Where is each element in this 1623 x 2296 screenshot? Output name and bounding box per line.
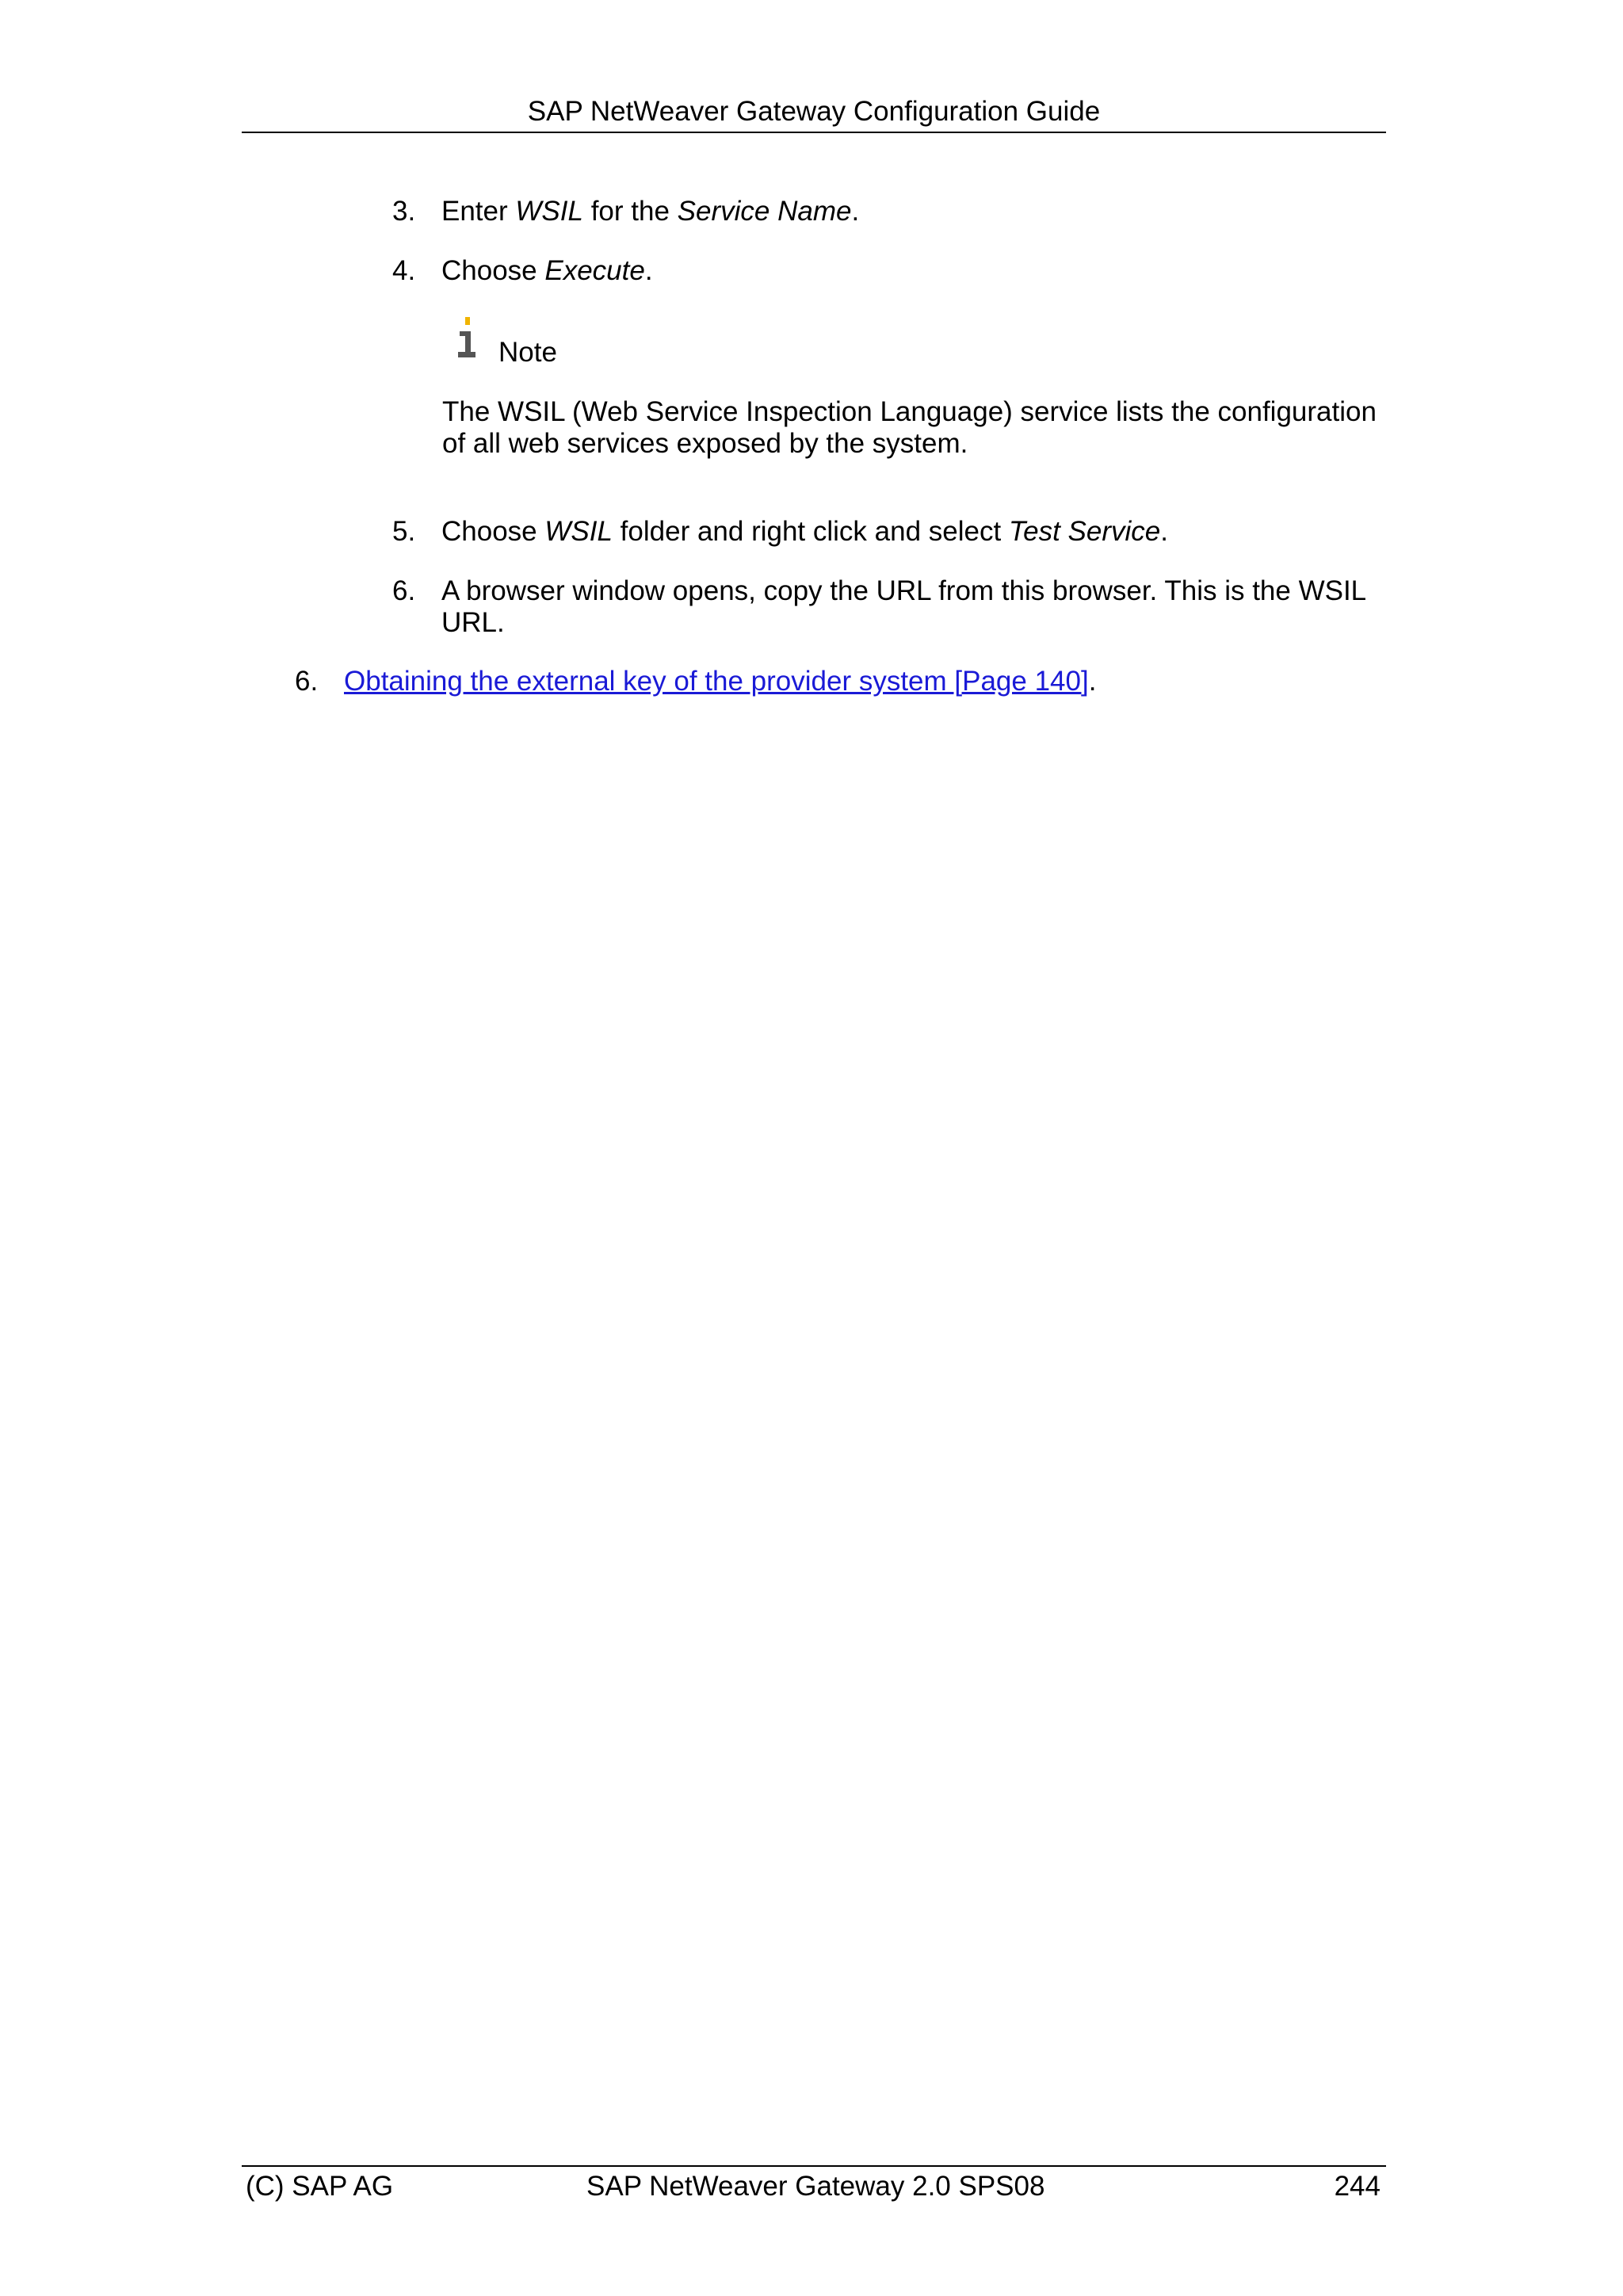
info-icon	[458, 317, 477, 360]
step-text-part: folder and right click and select	[612, 516, 1009, 547]
step-text-part: Choose	[441, 255, 545, 286]
note-label: Note	[498, 337, 557, 368]
step-text-part: Enter	[441, 196, 516, 227]
ui-term: Service Name	[677, 196, 852, 227]
step-number: 6.	[295, 666, 319, 697]
footer-product: SAP NetWeaver Gateway 2.0 SPS08	[586, 2171, 1045, 2202]
step-text	[441, 516, 1369, 548]
step-text	[441, 255, 1369, 287]
step-text-part: .	[851, 196, 860, 227]
page-header-title: SAP NetWeaver Gateway Configuration Guide	[527, 96, 1101, 127]
footer-rule	[242, 2165, 1386, 2167]
note-header	[442, 317, 759, 368]
step-text-part: .	[644, 255, 653, 286]
ui-term: WSIL	[544, 516, 613, 547]
step-text	[441, 196, 1369, 227]
step-text-part: for the	[582, 196, 678, 227]
step-text-part: .	[1088, 666, 1097, 697]
step-text: A browser window opens, copy the URL from this browser. This is the WSIL URL.	[441, 575, 1365, 638]
step-number: 4.	[392, 255, 416, 286]
step-text-part: .	[1160, 516, 1168, 547]
note-text: The WSIL (Web Service Inspection Language) service lists the configuration of all web services exposed by the system.	[442, 396, 1377, 459]
step-text	[344, 666, 1271, 697]
step-number: 5.	[392, 516, 416, 547]
header-rule	[242, 132, 1386, 133]
footer-copyright: (C) SAP AG	[246, 2171, 394, 2202]
step-text-part: Choose	[441, 516, 545, 547]
ui-term: Execute	[544, 255, 645, 286]
step-number: 3.	[392, 196, 416, 227]
provider-external-key-link[interactable]: Obtaining the external key of the provider system [Page 140]	[344, 666, 1089, 697]
footer-page-number: 244	[1334, 2171, 1381, 2202]
ui-term: Test Service	[1008, 516, 1161, 547]
ui-term: WSIL	[515, 196, 583, 227]
step-number: 6.	[392, 575, 416, 606]
